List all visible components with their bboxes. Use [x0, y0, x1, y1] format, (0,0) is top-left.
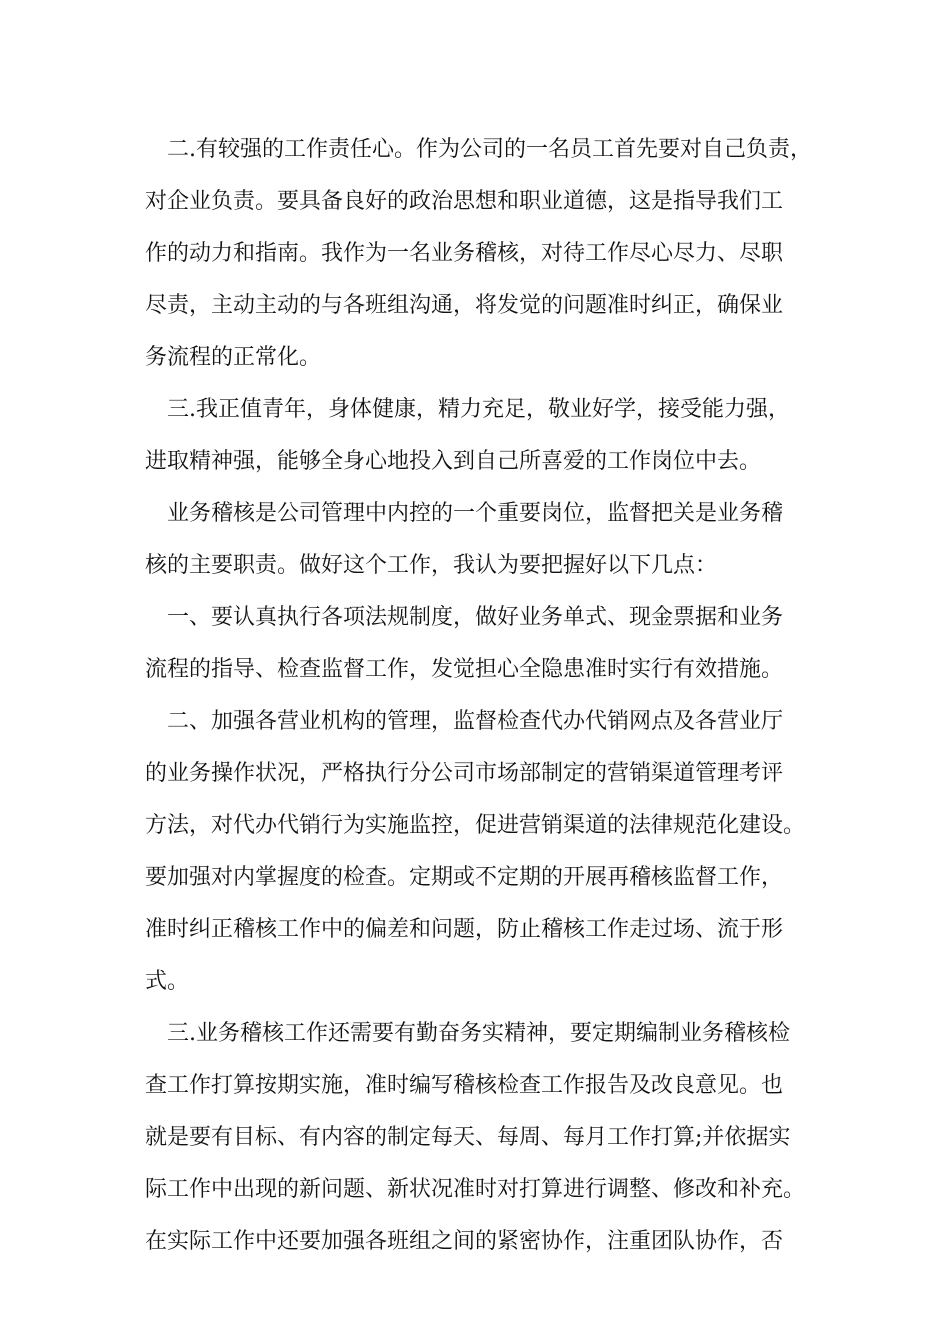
- text-line: 二.有较强的工作责任心。作为公司的一名员工首先要对自己负责，: [167, 137, 812, 162]
- text-line: 在实际工作中还要加强各班组之间的紧密协作，注重团队协作，否: [145, 1229, 784, 1254]
- text-line: 的业务操作状况，严格执行分公司市场部制定的营销渠道管理考评: [145, 761, 784, 786]
- text-line: 三.业务稽核工作还需要有勤奋务实精神，要定期编制业务稽核检: [167, 1021, 790, 1046]
- text-line: 务流程的正常化。: [145, 345, 322, 370]
- text-line: 要加强对内掌握度的检查。定期或不定期的开展再稽核监督工作，: [145, 865, 784, 890]
- text-line: 式。: [145, 969, 190, 994]
- text-line: 方法，对代办代销行为实施监控，促进营销渠道的法律规范化建设。: [145, 813, 806, 838]
- paragraph-point-three: [145, 1008, 815, 1268]
- text-line: 就是要有目标、有内容的制定每天、每周、每月工作打算;并依据实: [145, 1125, 791, 1150]
- text-line: 三.我正值青年，身体健康，精力充足，敬业好学，接受能力强，: [167, 397, 790, 422]
- paragraph-youth: [145, 384, 815, 488]
- text-line: 进取精神强，能够全身心地投入到自己所喜爱的工作岗位中去。: [145, 449, 762, 474]
- text-line: 际工作中出现的新问题、新状况准时对打算进行调整、修改和补充。: [145, 1177, 806, 1202]
- paragraph-point-two: [145, 696, 815, 1008]
- text-line: 查工作打算按期实施，准时编写稽核检查工作报告及改良意见。也: [145, 1073, 784, 1098]
- text-line: 尽责，主动主动的与各班组沟通，将发觉的问题准时纠正，确保业: [145, 293, 784, 318]
- paragraph-responsibility: [145, 124, 815, 384]
- text-line: 一、要认真执行各项法规制度，做好业务单式、现金票据和业务: [167, 605, 784, 630]
- paragraph-point-one: [145, 592, 815, 696]
- text-line: 流程的指导、检查监督工作，发觉担心全隐患准时实行有效措施。: [145, 657, 784, 682]
- text-line: 准时纠正稽核工作中的偏差和问题，防止稽核工作走过场、流于形: [145, 917, 784, 942]
- text-line: 作的动力和指南。我作为一名业务稽核，对待工作尽心尽力、尽职: [145, 241, 784, 266]
- text-line: 核的主要职责。做好这个工作，我认为要把握好以下几点：: [145, 553, 718, 578]
- text-line: 二、加强各营业机构的管理，监督检查代办代销网点及各营业厅: [167, 709, 784, 734]
- text-line: 对企业负责。要具备良好的政治思想和职业道德，这是指导我们工: [145, 189, 784, 214]
- document-body: [145, 124, 815, 1268]
- text-line: 业务稽核是公司管理中内控的一个重要岗位，监督把关是业务稽: [167, 501, 784, 526]
- paragraph-audit-role: [145, 488, 815, 592]
